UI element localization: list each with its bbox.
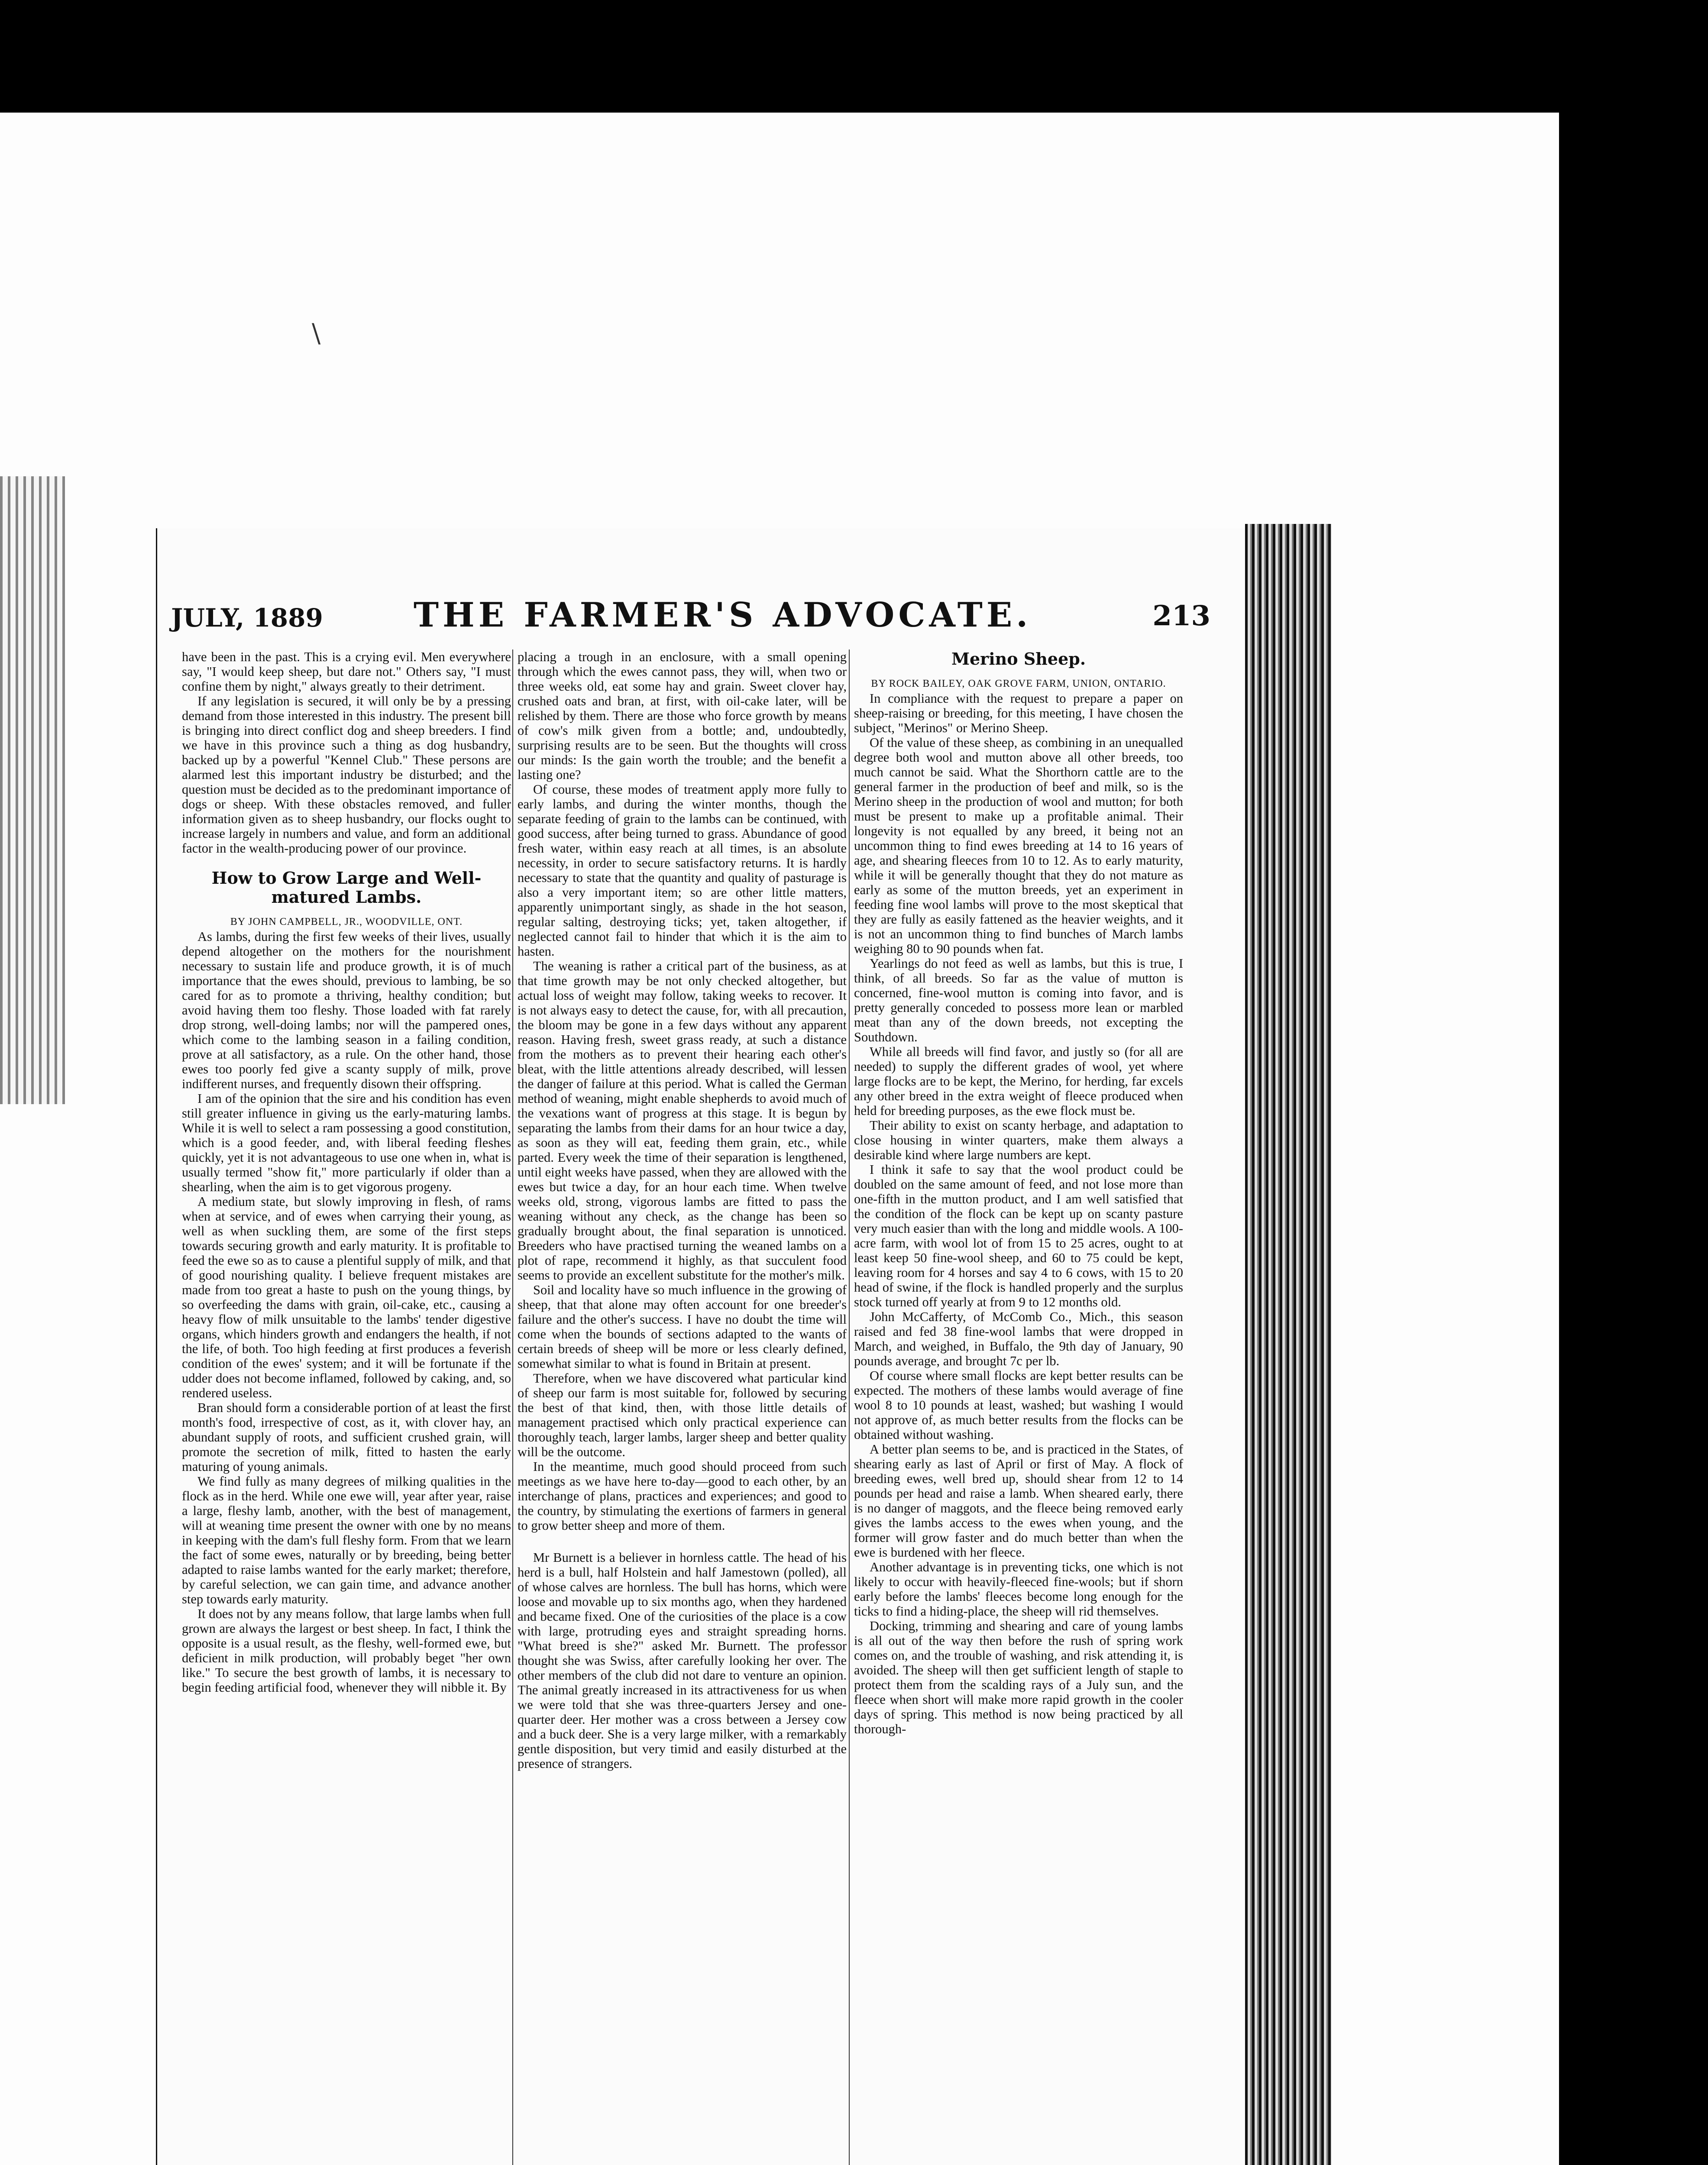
paragraph: Bran should form a considerable portion of at least the first month's food, irrespective of cost, as it, with clover hay, an abundant supply of roots, and sufficient crushed grain, will promote the secretion of milk, fitted to hasten the early maturing of young animals. bbox=[182, 1400, 511, 1474]
article-byline: BY ROCK BAILEY, OAK GROVE FARM, UNION, ONTARIO. bbox=[871, 678, 1166, 689]
publication-title: THE FARMER'S ADVOCATE. bbox=[414, 595, 1032, 635]
column-3 bbox=[854, 650, 1183, 1736]
paragraph: In compliance with the request to prepare a paper on sheep-raising or breeding, for this meeting, I have chosen the subject, "Merinos" or Merino Sheep. bbox=[854, 691, 1183, 735]
paragraph: A medium state, but slowly improving in flesh, of rams when at service, and of ewes when carrying their young, as well as when suckling them, are some of the first steps towards securing growth and early maturity. It is profitable to feed the ewe so as to cause a plentiful supply of milk, and that of good nourishing quality. I believe frequent mistakes are made from too great a haste to push on the young things, by so overfeeding the dams with grain, oil-cake, etc., causing a heavy flow of milk unsuitable to the lambs' tender digestive organs, which hinders growth and endangers the health, if not the life, of both. Too high feeding at first produces a feverish condition of the ewes' system; and it will be fortunate if the udder does not become inflamed, followed by caking, and, so rendered useless. bbox=[182, 1194, 511, 1400]
paragraph: Yearlings do not feed as well as lambs, but this is true, I think, of all breeds. So far as the value of mutton is concerned, fine-wool mutton is coming into favor, and is pretty generally conceded to possess more lean or marbled meat than any of the down breeds, not excepting the Southdown. bbox=[854, 956, 1183, 1044]
paragraph: Docking, trimming and shearing and care of young lambs is all out of the way then before the rush of spring work comes on, and the trouble of washing, and risk attending it, is avoided. The sheep will then get sufficient length of staple to protect them from the scalding rays of a July sun, and the fleece when short will make more rapid growth in the cooler days of spring. This method is now being practiced by all thorough- bbox=[854, 1619, 1183, 1736]
paragraph: While all breeds will find favor, and justly so (for all are needed) to supply the different grades of wool, yet where large flocks are to be kept, the Merino, for herding, far excels any other breed in the extra weight of fleece produced when held for breeding purposes, as the ewe flock must be. bbox=[854, 1044, 1183, 1118]
column-1 bbox=[182, 650, 511, 1695]
paragraph: A better plan seems to be, and is practiced in the States, of shearing early as last of April or first of May. A flock of breeding ewes, well bred up, should shear from 12 to 14 pounds per head and raise a lamb. When sheared early, there is no danger of maggots, and the fleece being removed early gives the lambs access to the ewes when young, and the former will grow faster and do much better than when the ewe is burdened with her fleece. bbox=[854, 1442, 1183, 1560]
page-edges bbox=[1245, 524, 1332, 2165]
binding-shadow bbox=[0, 476, 65, 1104]
paragraph: The weaning is rather a critical part of the business, as at that time growth may be not only checked altogether, but actual loss of weight may follow, taking weeks to recover. It is not always easy to detect the cause, for, with all precaution, the bloom may be gone in a few days without any apparent reason. Having fresh, sweet grass ready, at such a distance from the mothers as to prevent their hearing each other's bleat, with the little attentions already described, will lessen the danger of failure at this period. What is called the German method of weaning, might enable shepherds to avoid much of the vexations want of progress at this stage. It is begun by separating the lambs from their dams for an hour twice a day, as soon as they will eat, feeding them grain, etc., while parted. Every week the time of their separation is lengthened, until eight weeks have passed, when they are allowed with the ewes but twice a day, for an hour each time. When twelve weeks old, strong, vigorous lambs are fitted to pass the weaning without any check, as the change has been so gradually brought about, the final separation is unnoticed. Breeders who have practised turning the weaned lambs on a plot of rape, recommend it highly, as that succulent food seems to provide an excellent substitute for the mother's milk. bbox=[518, 959, 847, 1283]
paragraph: Therefore, when we have discovered what particular kind of sheep our farm is most suitable for, followed by securing the best of that kind, then, with those little details of management practised which only practical experience can thoroughly teach, larger lambs, larger sheep and better quality will be the outcome. bbox=[518, 1371, 847, 1459]
article-heading: How to Grow Large and Well-matured Lambs. bbox=[211, 868, 482, 907]
page-header bbox=[171, 595, 1236, 643]
paragraph: As lambs, during the first few weeks of their lives, usually depend altogether on the mothers for the nourishment necessary to sustain life and produce growth, it is of much importance that the ewes should, previous to lambing, be so cared for as to promote a thriving, healthy condition; but avoid having them too fleshy. Those loaded with fat rarely drop strong, well-doing lambs; nor will the pampered ones, which come to the lambing season in a failing condition, prove at all satisfactory, as a rule. On the other hand, those ewes too poorly fed give a scanty supply of milk, prove indifferent nurses, and frequently disown their offspring. bbox=[182, 929, 511, 1091]
paragraph: Their ability to exist on scanty herbage, and adaptation to close housing in winter quarters, make them always a desirable kind where large numbers are kept. bbox=[854, 1118, 1183, 1162]
page-number: 213 bbox=[1152, 600, 1210, 632]
paragraph: Of course where small flocks are kept better results can be expected. The mothers of these lambs would average of fine wool 8 to 10 pounds at least, washed; but washing I would not approve of, as much better results from the flocks can be obtained without washing. bbox=[854, 1368, 1183, 1442]
margin-mark: \ bbox=[312, 318, 321, 349]
article-byline: BY JOHN CAMPBELL, JR., WOODVILLE, ONT. bbox=[230, 916, 463, 927]
paragraph: I think it safe to say that the wool product could be doubled on the same amount of feed, and not lose more than one-fifth in the mutton product, and I am well satisfied that the condition of the flock can be kept up on scanty pasture very much easier than with the long and middle wools. A 100-acre farm, with wool lot of from 15 to 25 acres, ought to at least keep 50 fine-wool sheep, and 60 to 75 could be kept, leaving room for 4 horses and say 4 to 6 cows, with 15 to 20 head of swine, if the flock is handled properly and the surplus stock turned off yearly at from 9 to 12 months old. bbox=[854, 1162, 1183, 1309]
paragraph: John McCafferty, of McComb Co., Mich., this season raised and fed 38 fine-wool lambs that were dropped in March, and weighed, in Buffalo, the 9th day of January, 90 pounds average, and brought 7c per lb. bbox=[854, 1309, 1183, 1368]
paragraph: I am of the opinion that the sire and his condition has even still greater influence in giving us the early-maturing lambs. While it is well to select a ram possessing a good constitution, which is a good feeder, and, with liberal feeding fleshes quickly, yet it is not advantageous to use one when in, what is usually termed "show fit," more particularly if older than a shearling, when the aim is to get vigorous progeny. bbox=[182, 1091, 511, 1194]
paragraph: If any legislation is secured, it will only be by a pressing demand from those interested in this industry. The present bill is bringing into direct conflict dog and sheep breeders. I find we have in this province such a thing as dog husbandry, backed up by a powerful "Kennel Club." These persons are alarmed lest this important industry be disturbed; and the question must be decided as to the predominant importance of dogs or sheep. With these obstacles removed, and fuller information given as to sheep husbandry, our flocks ought to increase largely in numbers and value, and form an additional factor in the wealth-producing power of our province. bbox=[182, 694, 511, 856]
paragraph: Of course, these modes of treatment apply more fully to early lambs, and during the winter months, though the separate feeding of grain to the lambs can be continued, with good success, after being turned to grass. Abundance of good fresh water, within easy reach at all times, is an absolute necessity, in order to secure satisfactory returns. It is hardly necessary to state that the quantity and quality of pasturage is also a very important item; so are other little matters, apparently unimportant singly, as shade in the hot season, regular salting, destroying ticks; yet, taken altogether, if neglected cannot fail to hinder that which it is the aim to hasten. bbox=[518, 782, 847, 959]
paragraph: placing a trough in an enclosure, with a small opening through which the ewes cannot pass, they will, when two or three weeks old, eat some hay and grain. Sweet clover hay, crushed oats and bran, at first, with oil-cake later, will be relished by them. There are those who force growth by means of cow's milk given from a bottle; and, undoubtedly, surprising results are to be seen. But the thoughts will cross our minds: Is the gain worth the trouble; and the benefit a lasting one? bbox=[518, 650, 847, 782]
section-break bbox=[518, 1533, 847, 1550]
paragraph: Of the value of these sheep, as combining in an unequalled degree both wool and mutton above all other breeds, too much cannot be said. What the Shorthorn cattle are to the general farmer in the production of beef and milk, so is the Merino sheep in the production of wool and mutton; for both must be present to make up a profitable animal. Their longevity is not equalled by any breed, it being not an uncommon thing to find ewes breeding at 14 to 16 years of age, and shearing fleeces from 10 to 12. As to early maturity, while it will be generally thought that they do not mature as early as some of the mutton breeds, yet an experiment in feeding fine wool lambs will prove to the most skeptical that they are fully as easily fattened as the heavier weights, and it is not an uncommon thing to find bunches of March lambs weighing 80 to 90 pounds when fat. bbox=[854, 735, 1183, 956]
column-rule-2 bbox=[849, 650, 850, 2165]
paragraph: We find fully as many degrees of milking qualities in the flock as in the herd. While one ewe will, year after year, raise a large, fleshy lamb, another, with the best of management, will at weaning time present the owner with one by no means in keeping with the dam's full fleshy form. From that we learn the fact of some ewes, naturally or by breeding, being better adapted to raise lambs wanted for the early market; therefore, by careful selection, we can gain time, and advance another step towards early maturity. bbox=[182, 1474, 511, 1606]
column-2 bbox=[518, 650, 847, 1771]
paragraph: In the meantime, much good should proceed from such meetings as we have here to-day—good to each other, by an interchange of plans, practices and experiences; and good to the country, by stimulating the exertions of farmers in general to grow better sheep and more of them. bbox=[518, 1459, 847, 1533]
paragraph: Soil and locality have so much influence in the growing of sheep, that that alone may often account for one breeder's failure and the other's success. I have no doubt the time will come when the bounds of sections adapted to the wants of certain breeds of sheep will be more or less clearly defined, somewhat similar to what is found in Britain at present. bbox=[518, 1283, 847, 1371]
paragraph: have been in the past. This is a crying evil. Men everywhere say, "I would keep sheep, but dare not." Others say, "I must confine them by night," always greatly to their detriment. bbox=[182, 650, 511, 694]
column-rule-1 bbox=[512, 650, 513, 2165]
issue-date: JULY, 1889 bbox=[171, 603, 323, 633]
article-heading: Merino Sheep. bbox=[951, 649, 1086, 669]
paragraph: It does not by any means follow, that large lambs when full grown are always the largest or best sheep. In fact, I think the opposite is a usual result, as the fleshy, well-formed ewe, but deficient in milk production, will probably beget "her own like." To secure the best growth of lambs, it is necessary to begin feeding artificial food, whenever they will nibble it. By bbox=[182, 1606, 511, 1695]
paragraph: Another advantage is in preventing ticks, one which is not likely to occur with heavily-fleeced fine-wools; but if shorn early before the lambs' fleeces become long enough for the ticks to find a hiding-place, the sheep will rid themselves. bbox=[854, 1560, 1183, 1619]
paragraph: Mr Burnett is a believer in hornless cattle. The head of his herd is a bull, half Holstein and half Jamestown (polled), all of whose calves are hornless. The bull has horns, which were loose and movable up to six months ago, when they hardened and became fixed. One of the curiosities of the place is a cow with large, protruding eyes and straight spreading horns. "What breed is she?" asked Mr. Burnett. The professor thought she was Swiss, after carefully looking her over. The other members of the club did not dare to venture an opinion. The animal greatly increased in its attractiveness for us when we were told that she was three-quarters Jersey and one-quarter deer. Her mother was a cross between a Jersey cow and a buck deer. She is a very large milker, with a remarkably gentle disposition, but very timid and easily disturbed at the presence of strangers. bbox=[518, 1550, 847, 1771]
